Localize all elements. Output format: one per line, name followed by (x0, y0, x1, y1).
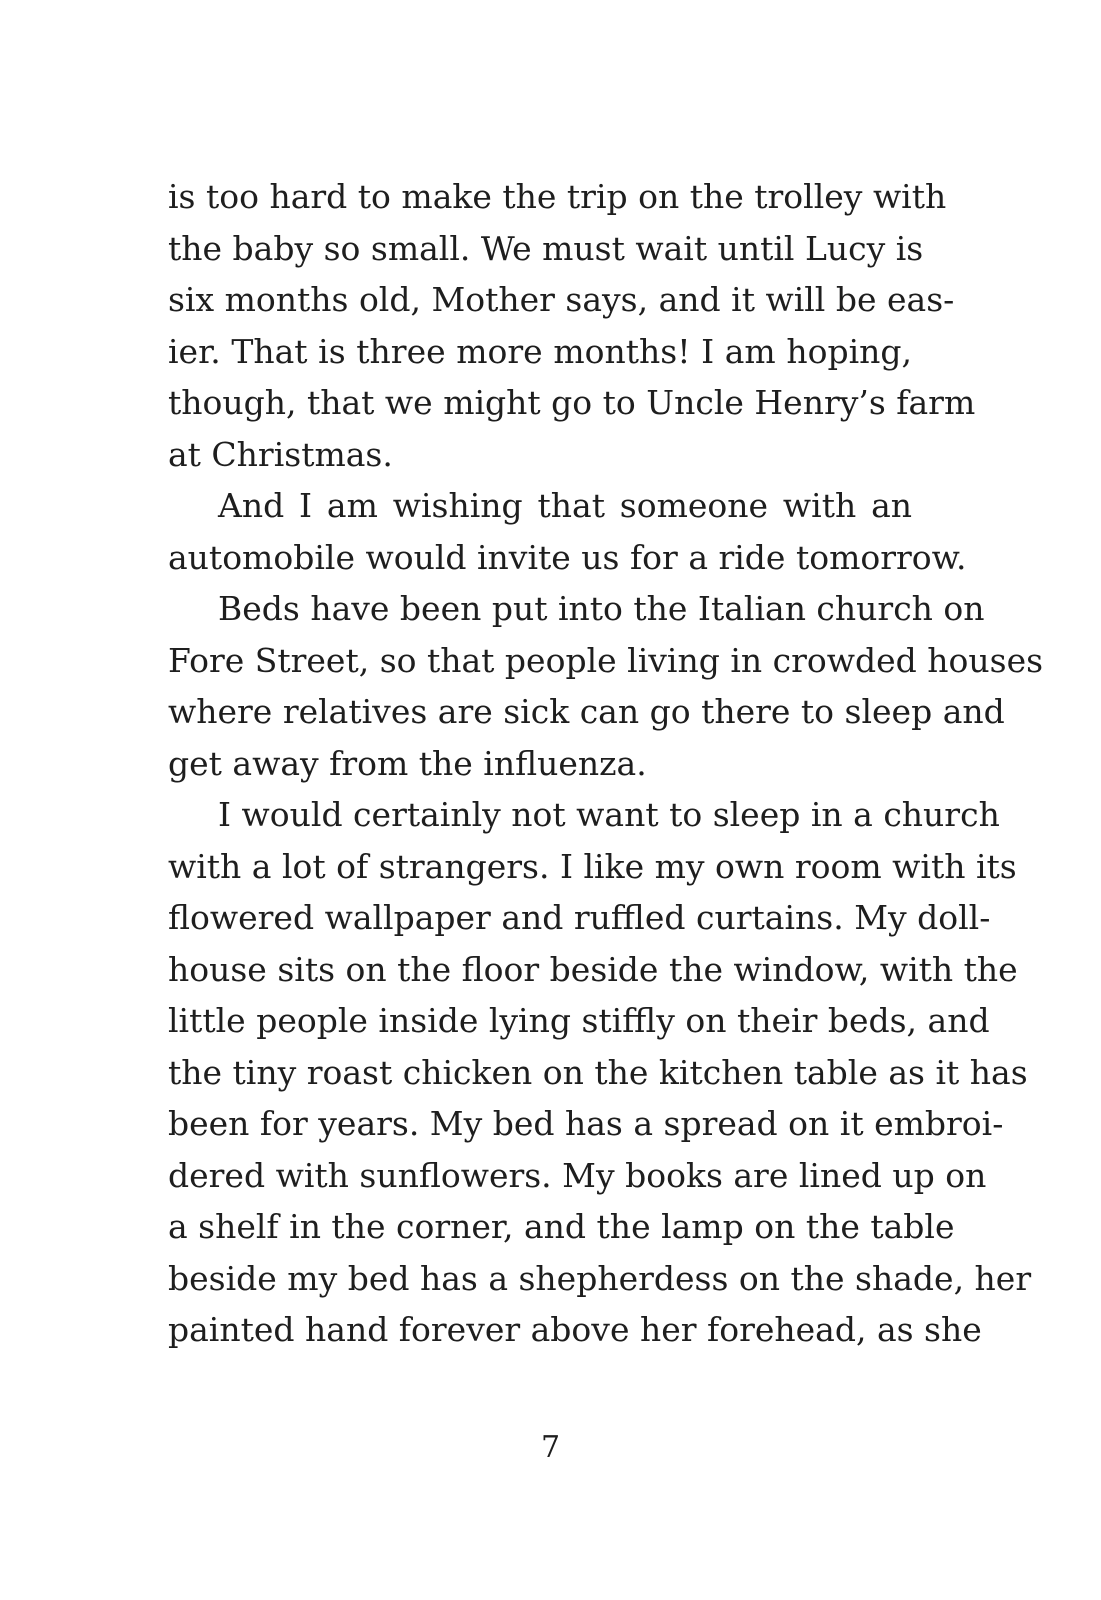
text-line: at Christmas. (168, 434, 393, 474)
text-line: the baby so small. We must wait until Lucy is (168, 228, 924, 268)
body-text (168, 171, 1044, 1356)
page-number: 7 (540, 1430, 561, 1465)
text-line: dered with sunflowers. My books are lined up on (168, 1155, 987, 1195)
text-line: the tiny roast chicken on the kitchen table as it has (168, 1052, 1028, 1092)
text-line: flowered wallpaper and ruffled curtains. My doll- (168, 898, 991, 937)
text-line: painted hand forever above her forehead, as she (168, 1310, 982, 1349)
text-line: though, that we might go to Uncle Henry’s farm (168, 383, 976, 422)
text-line: been for years. My bed has a spread on it embroi- (168, 1104, 1004, 1143)
text-line: And I am wishing that someone with an (218, 486, 912, 525)
text-line: Fore Street, so that people living in crowded houses (168, 640, 1044, 680)
text-line: is too hard to make the trip on the trolley with (168, 177, 947, 216)
text-line: beside my bed has a shepherdess on the shade, her (168, 1258, 1032, 1298)
text-line: I would certainly not want to sleep in a church (218, 795, 1000, 834)
text-line: get away from the influenza. (168, 743, 647, 783)
text-line: Beds have been put into the Italian church on (218, 589, 985, 628)
text-line: with a lot of strangers. I like my own room with its (168, 846, 1017, 886)
text-line: a shelf in the corner, and the lamp on the table (168, 1207, 955, 1246)
text-line: automobile would invite us for a ride tomorrow. (168, 537, 967, 577)
text-line: little people inside lying stiffly on their beds, and (168, 1001, 990, 1040)
text-line: ier. That is three more months! I am hoping, (168, 331, 912, 371)
text-line: six months old, Mother says, and it will be eas- (168, 280, 955, 319)
text-line: house sits on the floor beside the window, with the (168, 949, 1018, 989)
text-line: where relatives are sick can go there to sleep and (168, 692, 1005, 731)
